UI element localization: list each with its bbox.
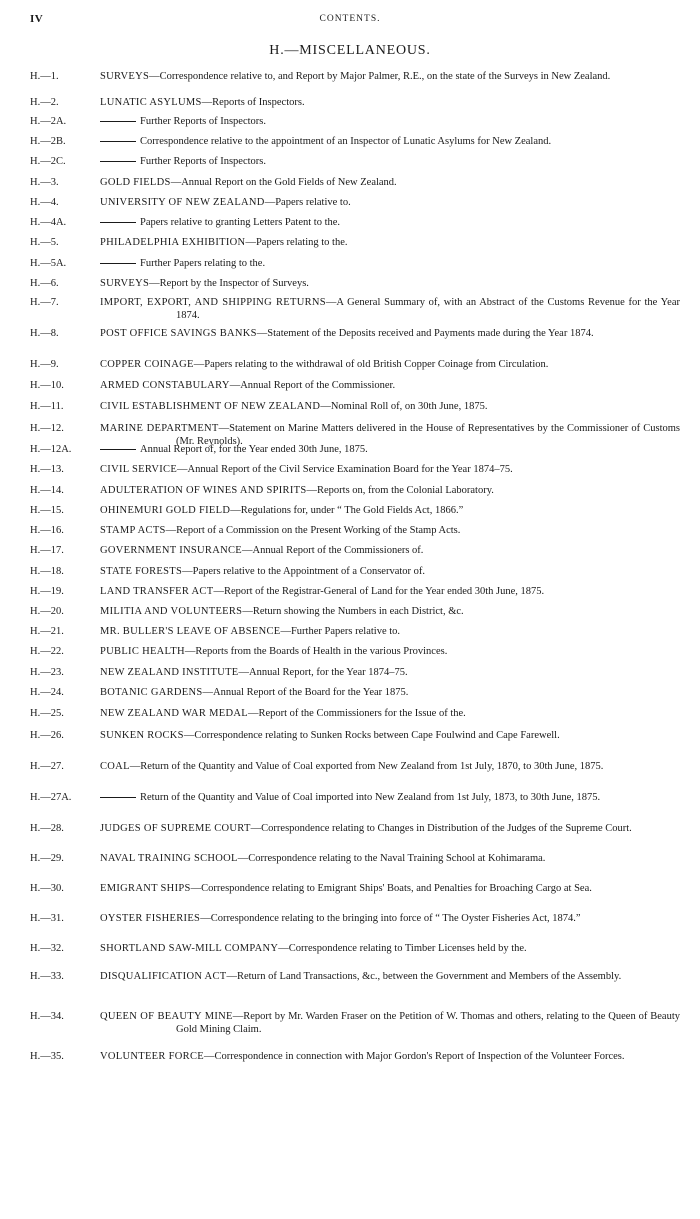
contents-entry [30, 176, 680, 189]
entry-code: H.—12A. [30, 444, 72, 455]
entry-body [100, 707, 680, 720]
contents-entry [30, 760, 680, 773]
entry-heading: MR. BULLER'S LEAVE OF ABSENCE [100, 626, 281, 637]
entry-description: —Correspondence relating to Sunken Rocks between Cape Foulwind and Cape Farewell. [183, 730, 560, 741]
contents-entry [30, 70, 680, 83]
contents-entry [30, 135, 680, 148]
entry-body [100, 912, 680, 925]
entry-code: H.—11. [30, 401, 64, 412]
entry-code: H.—29. [30, 853, 64, 864]
entry-code: H.—18. [30, 566, 64, 577]
entry-description: —Report of a Commission on the Present Working of the Stamp Acts. [165, 525, 461, 536]
contents-entry [30, 277, 680, 290]
contents-entry [30, 463, 680, 476]
contents-entry [30, 565, 680, 578]
entry-code: H.—32. [30, 943, 64, 954]
entry-heading: SURVEYS [100, 278, 150, 289]
entry-description: —Statement on Marine Matters delivered in the House of Representatives by the Commissioner of Customs (Mr. Reynolds). [176, 423, 680, 447]
entry-description: —Annual Report of the Board for the Year 1875. [202, 687, 409, 698]
entry-code: H.—35. [30, 1051, 64, 1062]
entry-code: H.—19. [30, 586, 64, 597]
contents-entry [30, 504, 680, 517]
entry-code: H.—1. [30, 71, 59, 82]
entry-body [100, 216, 680, 229]
entry-description: —Papers relating to the. [245, 237, 348, 248]
entry-body [100, 760, 680, 773]
entry-description: —Statement of the Deposits received and Payments made during the Year 1874. [256, 328, 594, 339]
entry-heading: EMIGRANT SHIPS [100, 883, 191, 894]
entry-body [100, 882, 680, 895]
entry-code: H.—5A. [30, 258, 67, 269]
entry-code: H.—30. [30, 883, 64, 894]
contents-entry [30, 379, 680, 392]
entry-description: —Reports of Inspectors. [201, 97, 305, 108]
entry-description: Papers relative to granting Letters Patent to the. [140, 217, 341, 228]
entry-body [100, 729, 680, 742]
entry-code: H.—26. [30, 730, 64, 741]
entry-description: —Papers relating to the withdrawal of old British Copper Coinage from Circulation. [193, 359, 549, 370]
entry-description: Further Reports of Inspectors. [140, 156, 266, 167]
entry-description: —Papers relative to the Appointment of a Conservator of. [182, 566, 426, 577]
entry-heading: COPPER COINAGE [100, 359, 194, 370]
entry-body [100, 524, 680, 537]
ditto-dash [100, 222, 136, 223]
entry-heading: POST OFFICE SAVINGS BANKS [100, 328, 257, 339]
ditto-dash [100, 161, 136, 162]
entry-description: —Annual Report of the Commissioners of. [242, 545, 424, 556]
section-title: H.—MISCELLANEOUS. [269, 43, 431, 58]
entry-code: H.—34. [30, 1011, 64, 1022]
entry-code: H.—10. [30, 380, 64, 391]
entry-description: —Correspondence relating to Changes in Distribution of the Judges of the Supreme Court. [250, 823, 632, 834]
entry-code: H.—7. [30, 297, 59, 308]
entry-heading: BOTANIC GARDENS [100, 687, 203, 698]
entry-description: Annual Report of, for the Year ended 30th June, 1875. [140, 444, 368, 455]
entry-code: H.—2. [30, 97, 59, 108]
entry-heading: IMPORT, EXPORT, AND SHIPPING RETURNS [100, 297, 326, 308]
entry-description: —Further Papers relative to. [280, 626, 401, 637]
entry-description: —Regulations for, under “ The Gold Fields Act, 1866.” [230, 505, 464, 516]
contents-entry [30, 625, 680, 638]
contents-entry [30, 686, 680, 699]
entry-description: —Annual Report of the Civil Service Examination Board for the Year 1874–75. [177, 464, 513, 475]
entry-description: Return of the Quantity and Value of Coal imported into New Zealand from 1st July, 1873, to 30th June, 1875. [140, 792, 601, 803]
entry-heading: STAMP ACTS [100, 525, 166, 536]
entry-body [100, 645, 680, 658]
contents-entry [30, 1050, 680, 1063]
entry-heading: CIVIL SERVICE [100, 464, 178, 475]
entry-heading: SUNKEN ROCKS [100, 730, 184, 741]
entry-heading: PHILADELPHIA EXHIBITION [100, 237, 246, 248]
entry-body [100, 970, 680, 983]
ditto-dash [100, 141, 136, 142]
entry-body [100, 504, 680, 517]
contents-entry [30, 358, 680, 371]
entry-description: Further Reports of Inspectors. [140, 116, 266, 127]
entry-heading: ADULTERATION OF WINES AND SPIRITS [100, 485, 307, 496]
entry-code: H.—31. [30, 913, 64, 924]
contents-entry [30, 484, 680, 497]
entry-heading: NAVAL TRAINING SCHOOL [100, 853, 238, 864]
contents-entry [30, 1010, 680, 1036]
entry-body [100, 1010, 680, 1036]
entry-description: —Report by the Inspector of Surveys. [149, 278, 309, 289]
entry-body [100, 585, 680, 598]
ditto-dash [100, 263, 136, 264]
entry-code: H.—12. [30, 423, 64, 434]
entry-heading: NEW ZEALAND INSTITUTE [100, 667, 239, 678]
entry-description: —Return of Land Transactions, &c., between the Government and Members of the Assembly. [226, 971, 622, 982]
contents-entry [30, 882, 680, 895]
entry-body [100, 155, 680, 168]
entry-description: —Correspondence relative to, and Report by Major Palmer, R.E., on the state of the Surveys in New Zealand. [149, 71, 611, 82]
contents-entry [30, 115, 680, 128]
entry-body [100, 666, 680, 679]
entry-body [100, 852, 680, 865]
entry-code: H.—27. [30, 761, 64, 772]
entry-code: H.—14. [30, 485, 64, 496]
contents-entry [30, 400, 680, 413]
entry-heading: ARMED CONSTABULARY [100, 380, 230, 391]
entry-heading: GOVERNMENT INSURANCE [100, 545, 243, 556]
entry-body [100, 686, 680, 699]
entry-code: H.—8. [30, 328, 59, 339]
contents-entry [30, 585, 680, 598]
entry-description: —Annual Report on the Gold Fields of New Zealand. [170, 177, 397, 188]
entry-code: H.—15. [30, 505, 64, 516]
entry-description: —Correspondence relating to Timber Licenses held by the. [278, 943, 527, 954]
entry-code: H.—25. [30, 708, 64, 719]
ditto-dash [100, 797, 136, 798]
contents-entry [30, 791, 680, 804]
entry-code: H.—13. [30, 464, 64, 475]
entry-description: —Nominal Roll of, on 30th June, 1875. [320, 401, 488, 412]
entry-body [100, 822, 680, 835]
entry-body [100, 484, 680, 497]
entry-body [100, 196, 680, 209]
entry-body [100, 115, 680, 128]
entry-body [100, 625, 680, 638]
entry-body [100, 296, 680, 322]
entry-description: —Report of the Commissioners for the Issue of the. [247, 708, 466, 719]
entry-body [100, 236, 680, 249]
entry-code: H.—3. [30, 177, 59, 188]
contents-entry [30, 524, 680, 537]
ditto-dash [100, 449, 136, 450]
contents-entry [30, 257, 680, 270]
running-head: CONTENTS. [319, 14, 381, 24]
entry-heading: OYSTER FISHERIES [100, 913, 201, 924]
entry-code: H.—4. [30, 197, 59, 208]
entry-heading: COAL [100, 761, 130, 772]
entry-heading: JUDGES OF SUPREME COURT [100, 823, 251, 834]
entry-body [100, 135, 680, 148]
entry-description: —Correspondence in connection with Major Gordon's Report of Inspection of the Volunteer Forces. [203, 1051, 625, 1062]
entry-code: H.—23. [30, 667, 64, 678]
entry-description: —Correspondence relating to Emigrant Ships' Boats, and Penalties for Broaching Cargo at Sea. [190, 883, 592, 894]
entry-description: —Annual Report of the Commissioner. [229, 380, 396, 391]
entry-code: H.—6. [30, 278, 59, 289]
contents-entry [30, 96, 680, 109]
entry-heading: QUEEN OF BEAUTY MINE [100, 1011, 233, 1022]
entry-description: —A General Summary of, with an Abstract of the Customs Revenue for the Year 1874. [176, 297, 680, 321]
page-number: IV [30, 13, 44, 25]
contents-entry [30, 236, 680, 249]
entry-heading: LUNATIC ASYLUMS [100, 97, 202, 108]
contents-entry [30, 605, 680, 618]
contents-entry [30, 155, 680, 168]
contents-entry [30, 912, 680, 925]
entry-body [100, 791, 680, 804]
entry-code: H.—17. [30, 545, 64, 556]
contents-entry [30, 544, 680, 557]
entry-body [100, 443, 680, 456]
entry-code: H.—2C. [30, 156, 66, 167]
entry-code: H.—2A. [30, 116, 67, 127]
contents-entry [30, 296, 680, 322]
entry-heading: CIVIL ESTABLISHMENT OF NEW ZEALAND [100, 401, 321, 412]
entry-code: H.—24. [30, 687, 64, 698]
entry-body [100, 565, 680, 578]
entry-body [100, 257, 680, 270]
contents-entry [30, 666, 680, 679]
entry-body [100, 327, 680, 340]
entry-body [100, 463, 680, 476]
entry-body [100, 96, 680, 109]
contents-entry [30, 216, 680, 229]
contents-entry [30, 645, 680, 658]
contents-entry [30, 196, 680, 209]
entry-body [100, 942, 680, 955]
entry-code: H.—4A. [30, 217, 67, 228]
entry-heading: PUBLIC HEALTH [100, 646, 185, 657]
entry-heading: UNIVERSITY OF NEW ZEALAND [100, 197, 265, 208]
entry-code: H.—21. [30, 626, 64, 637]
entry-description: —Report by Mr. Warden Fraser on the Petition of W. Thomas and others, relating to the Queen of Beauty Gold Mining Claim. [176, 1011, 680, 1035]
entry-body [100, 1050, 680, 1063]
entry-description: Correspondence relative to the appointment of an Inspector of Lunatic Asylums for New Zealand. [140, 136, 552, 147]
entry-heading: SHORTLAND SAW-MILL COMPANY [100, 943, 279, 954]
entry-code: H.—22. [30, 646, 64, 657]
entry-code: H.—2B. [30, 136, 66, 147]
entry-description: —Return showing the Numbers in each District, &c. [242, 606, 464, 617]
entry-description: —Correspondence relating to the bringing into force of “ The Oyster Fisheries Act, 1874.” [200, 913, 581, 924]
entry-body [100, 358, 680, 371]
entry-code: H.—16. [30, 525, 64, 536]
entry-heading: OHINEMURI GOLD FIELD [100, 505, 231, 516]
entry-heading: GOLD FIELDS [100, 177, 171, 188]
contents-entry [30, 822, 680, 835]
contents-entry [30, 970, 680, 983]
entry-code: H.—9. [30, 359, 59, 370]
entry-code: H.—5. [30, 237, 59, 248]
entry-body [100, 605, 680, 618]
entry-code: H.—28. [30, 823, 64, 834]
ditto-dash [100, 121, 136, 122]
entry-heading: MARINE DEPARTMENT [100, 423, 219, 434]
entry-description: —Reports from the Boards of Health in the various Provinces. [184, 646, 448, 657]
entry-body [100, 544, 680, 557]
entry-body [100, 277, 680, 290]
entry-description: —Reports on, from the Colonial Laboratory. [306, 485, 494, 496]
entry-description: —Papers relative to. [264, 197, 351, 208]
entry-body [100, 70, 680, 83]
entry-description: —Return of the Quantity and Value of Coal exported from New Zealand from 1st July, 1870, to 30th June, 1875. [129, 761, 604, 772]
contents-entry [30, 852, 680, 865]
contents-entry [30, 327, 680, 340]
entry-heading: DISQUALIFICATION ACT [100, 971, 227, 982]
entry-body [100, 379, 680, 392]
contents-entry [30, 729, 680, 742]
entry-heading: STATE FORESTS [100, 566, 183, 577]
entry-heading: NEW ZEALAND WAR MEDAL [100, 708, 248, 719]
entry-code: H.—20. [30, 606, 64, 617]
contents-entry [30, 942, 680, 955]
entry-code: H.—27A. [30, 792, 72, 803]
entry-heading: SURVEYS [100, 71, 150, 82]
entry-description: Further Papers relating to the. [140, 258, 266, 269]
entry-body [100, 400, 680, 413]
entry-code: H.—33. [30, 971, 64, 982]
contents-entry [30, 707, 680, 720]
entry-description: —Correspondence relating to the Naval Training School at Kohimarama. [237, 853, 546, 864]
entry-description: —Report of the Registrar-General of Land for the Year ended 30th June, 1875. [213, 586, 545, 597]
contents-entry [30, 443, 680, 456]
entry-description: —Annual Report, for the Year 1874–75. [238, 667, 408, 678]
entry-heading: MILITIA AND VOLUNTEERS [100, 606, 243, 617]
entry-body [100, 176, 680, 189]
entry-heading: VOLUNTEER FORCE [100, 1051, 204, 1062]
entry-heading: LAND TRANSFER ACT [100, 586, 214, 597]
